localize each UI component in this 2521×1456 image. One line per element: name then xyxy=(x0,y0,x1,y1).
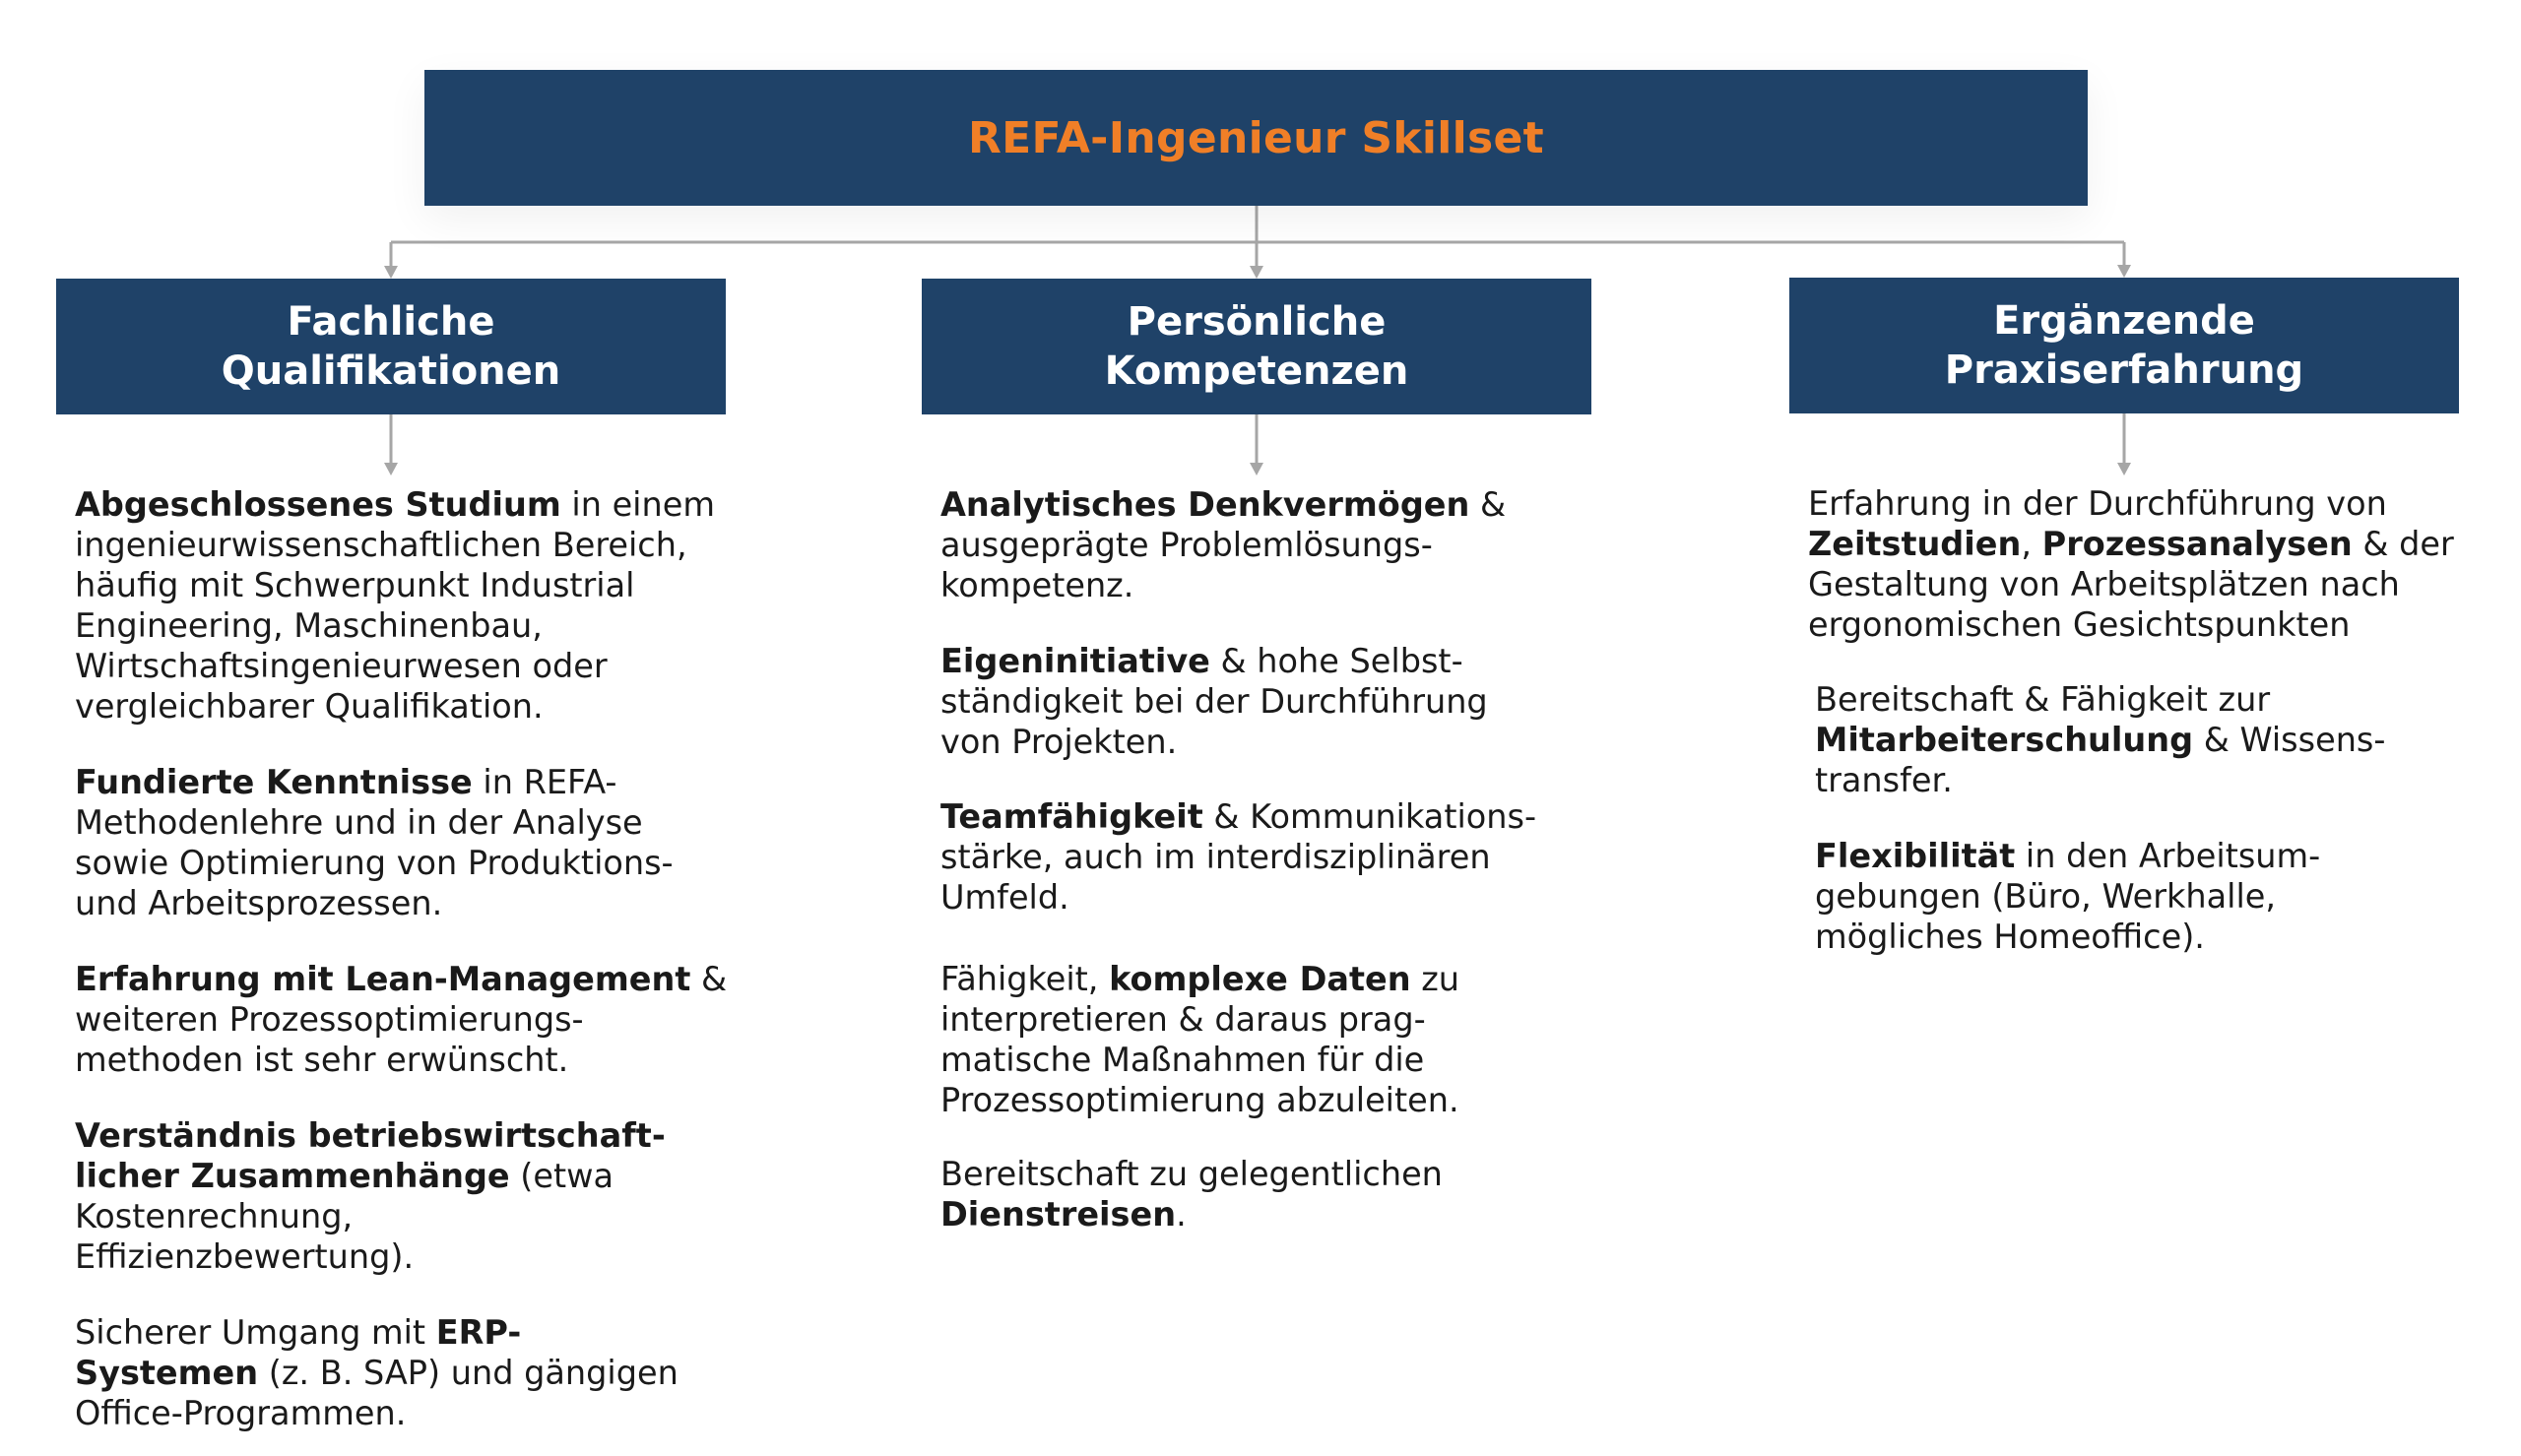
arrow-head-icon xyxy=(1250,463,1263,475)
skill-paragraph xyxy=(75,959,727,1080)
skill-text: zu interpretieren & daraus prag- matische Maßnahmen für die Prozessoptimierung abzuleiten. xyxy=(940,960,1460,1119)
skill-keyword: Prozessanalysen xyxy=(2041,525,2353,563)
skill-text: & ausgeprägte Problemlösungs- kompetenz. xyxy=(940,485,1507,604)
skill-keyword: Fundierte Kenntnisse xyxy=(75,763,473,801)
category-label: Ergänzende Praxiserfahrung xyxy=(1944,298,2304,393)
skill-keyword: Verständnis betriebswirtschaft- licher Zusammenhänge xyxy=(75,1116,666,1195)
skill-text: Sicherer Umgang mit xyxy=(75,1313,436,1352)
diagram-title: REFA-Ingenieur Skillset xyxy=(967,112,1545,163)
column-ergaenzende-praxiserfahrung xyxy=(1808,483,2507,1074)
skill-keyword: Teamfähigkeit xyxy=(940,797,1203,836)
skill-text: , xyxy=(2021,525,2042,563)
column-persoenliche-kompetenzen xyxy=(940,484,1630,1272)
title-box xyxy=(424,70,2088,206)
skill-paragraph xyxy=(1815,836,2320,957)
category-label: Persönliche Kompetenzen xyxy=(1104,299,1409,394)
arrow-head-icon xyxy=(384,463,398,475)
arrow-head-icon xyxy=(1250,266,1263,279)
skill-keyword: Analytisches Denkvermögen xyxy=(940,485,1470,524)
skill-paragraph xyxy=(940,641,1488,762)
skill-text: in den Arbeitsum- gebungen (Büro, Werkhalle, mögliches Homeoffice). xyxy=(1815,837,2321,956)
skill-text: in REFA- Methodenlehre und in der Analyse sowie Optimierung von Produktions- und Arbeitsprozessen. xyxy=(75,763,674,922)
skill-text: Bereitschaft zu gelegentlichen xyxy=(940,1155,1443,1193)
skill-text: & hohe Selbst- ständigkeit bei der Durchführung von Projekten. xyxy=(940,642,1488,761)
skill-text: & weiteren Prozessoptimierungs- methoden ist sehr erwünscht. xyxy=(75,960,728,1079)
skill-paragraph xyxy=(940,1154,1443,1234)
skill-paragraph xyxy=(940,484,1506,605)
skill-paragraph xyxy=(75,1312,679,1433)
skill-text: Bereitschaft & Fähigkeit zur xyxy=(1815,680,2271,719)
skill-paragraph xyxy=(1815,679,2385,800)
skill-text: Fähigkeit, xyxy=(940,960,1110,998)
arrow-head-icon xyxy=(384,266,398,279)
skill-paragraph xyxy=(940,796,1536,918)
skill-keyword: Mitarbeiterschulung xyxy=(1815,721,2194,759)
skill-paragraph xyxy=(75,762,674,923)
skill-text: (z. B. SAP) und gängigen Office-Programmen. xyxy=(75,1354,679,1432)
skill-text: Erfahrung in der Durchführung von xyxy=(1808,484,2387,523)
skill-paragraph xyxy=(75,1115,666,1277)
category-box-persoenliche-kompetenzen xyxy=(922,279,1591,414)
skill-keyword: Zeitstudien xyxy=(1808,525,2022,563)
skill-text: (etwa Kostenrechnung, Effizienzbewertung). xyxy=(75,1157,614,1276)
skill-keyword: Eigeninitiative xyxy=(940,642,1210,680)
skill-keyword: komplexe Daten xyxy=(1109,960,1411,998)
skill-text: & Wissens- transfer. xyxy=(1815,721,2386,799)
skill-text: & Kommunikations- stärke, auch im interdisziplinären Umfeld. xyxy=(940,797,1537,917)
skill-keyword: ERP- Systemen xyxy=(75,1313,522,1392)
category-box-ergaenzende-praxiserfahrung xyxy=(1789,278,2459,413)
arrow-head-icon xyxy=(2117,265,2131,278)
arrow-head-icon xyxy=(2117,463,2131,475)
skill-paragraph xyxy=(1808,483,2454,645)
category-box-fachliche-qualifikationen xyxy=(56,279,726,414)
skill-keyword: Flexibilität xyxy=(1815,837,2016,875)
skill-keyword: Abgeschlossenes Studium xyxy=(75,485,561,524)
skill-paragraph xyxy=(75,484,715,727)
skill-paragraph xyxy=(940,959,1459,1120)
skill-text: & der Gestaltung von Arbeitsplätzen nach ergonomischen Gesichtspunkten xyxy=(1808,525,2454,644)
column-fachliche-qualifikationen xyxy=(75,484,764,1439)
skill-text: in einem ingenieurwissenschaftlichen Bereich, häufig mit Schwerpunkt Industrial Engineering, Maschinenbau, Wirtschaftsingenieurwesen oder vergleichbarer Qualifikation. xyxy=(75,485,715,726)
skill-keyword: Erfahrung mit Lean-Management xyxy=(75,960,691,998)
category-label: Fachliche Qualifikationen xyxy=(221,299,561,394)
skill-text: . xyxy=(1176,1195,1187,1234)
skill-keyword: Dienstreisen xyxy=(940,1195,1177,1234)
